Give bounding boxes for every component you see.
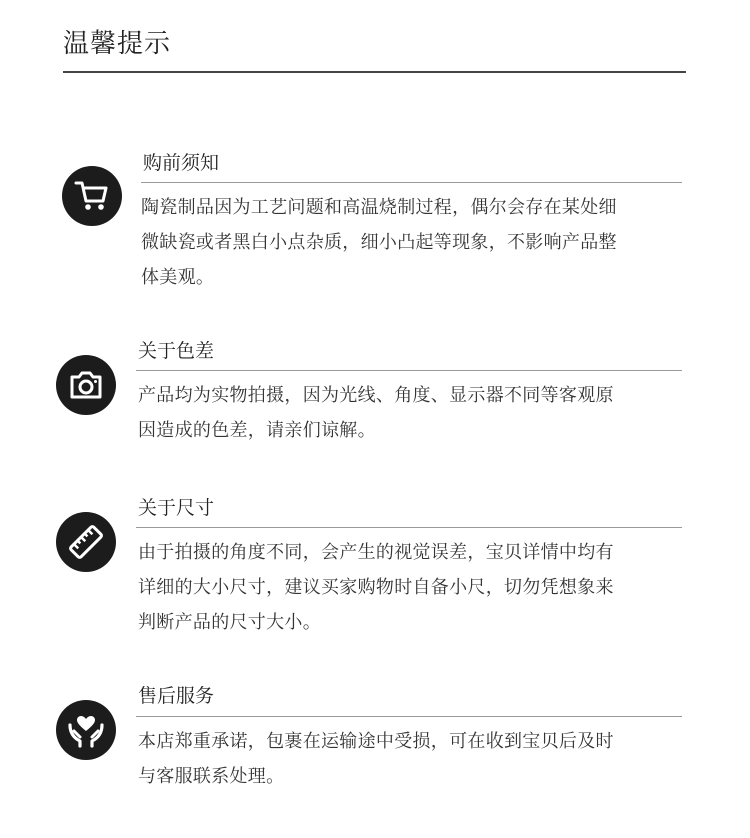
shopping-cart-icon xyxy=(62,166,122,226)
section-heading: 购前须知 xyxy=(143,152,220,174)
body-line: 产品均为实物拍摄，因为光线、角度、显示器不同等客观原 xyxy=(138,385,614,406)
body-line: 与客服联系处理。 xyxy=(138,766,285,787)
body-line: 因造成的色差，请亲们谅解。 xyxy=(138,420,376,441)
ruler-icon xyxy=(56,512,116,572)
camera-icon xyxy=(56,355,116,415)
section-heading: 售后服务 xyxy=(138,685,215,707)
section-divider xyxy=(136,716,682,717)
page-title: 温馨提示 xyxy=(63,29,172,59)
section-divider xyxy=(136,527,682,528)
section-body xyxy=(138,535,614,640)
section-body xyxy=(141,190,617,295)
section-heading: 关于色差 xyxy=(138,340,215,362)
section-divider xyxy=(141,182,682,183)
section-heading: 关于尺寸 xyxy=(138,497,215,519)
body-line: 详细的大小尺寸，建议买家购物时自备小尺，切勿凭想象来 xyxy=(138,577,614,598)
body-line: 由于拍摄的角度不同，会产生的视觉误差，宝贝详情中均有 xyxy=(138,542,614,563)
body-line: 体美观。 xyxy=(141,267,215,288)
heart-hands-icon xyxy=(56,700,116,760)
section-body xyxy=(138,378,614,448)
body-line: 陶瓷制品因为工艺问题和高温烧制过程，偶尔会存在某处细 xyxy=(141,197,617,218)
body-line: 微缺瓷或者黑白小点杂质，细小凸起等现象，不影响产品整 xyxy=(141,232,617,253)
section-body xyxy=(138,724,614,794)
body-line: 判断产品的尺寸大小。 xyxy=(138,612,321,633)
title-divider xyxy=(63,71,686,73)
body-line: 本店郑重承诺，包裹在运输途中受损，可在收到宝贝后及时 xyxy=(138,731,614,752)
section-divider xyxy=(136,370,682,371)
